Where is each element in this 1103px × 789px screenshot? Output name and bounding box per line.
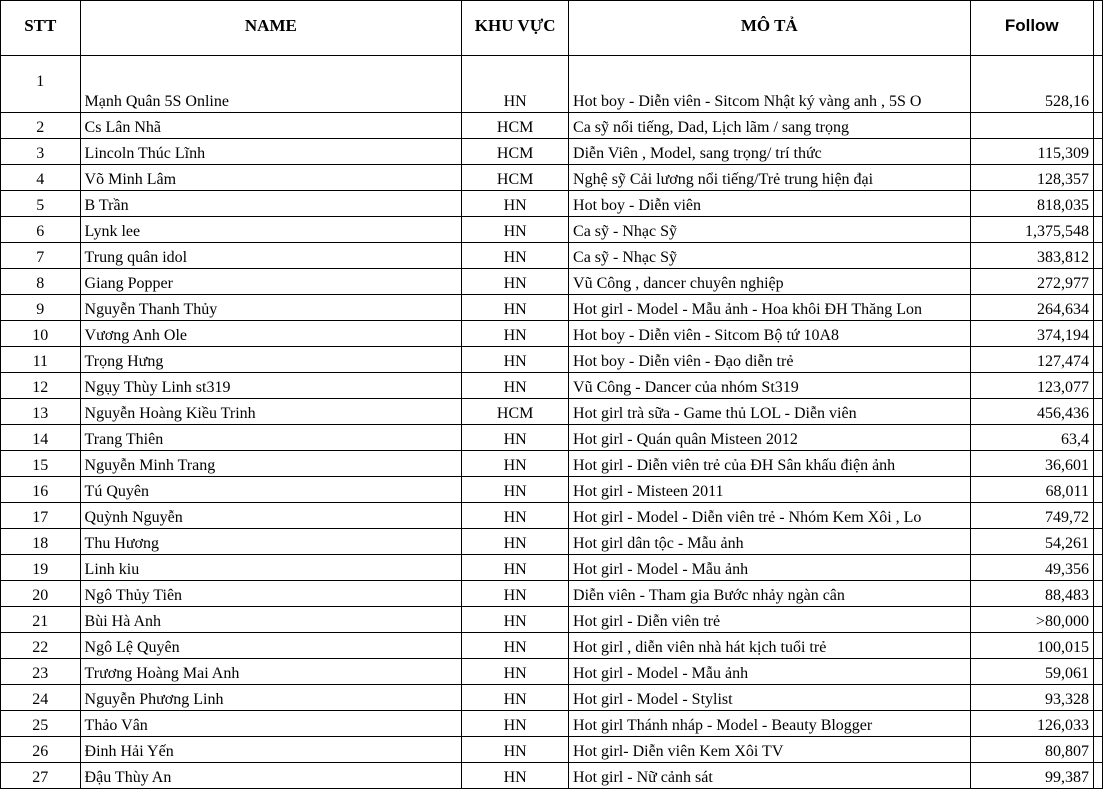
stt-cell[interactable]: 18 [1,529,81,555]
stt-cell[interactable]: 8 [1,269,81,295]
follow-cell[interactable]: 128,357 [970,165,1093,191]
description-cell[interactable]: Hot girl - Diễn viên trẻ [569,607,971,633]
stt-cell[interactable]: 16 [1,477,81,503]
name-cell[interactable]: B Trần [80,191,462,217]
name-cell[interactable]: Nguyễn Minh Trang [80,451,462,477]
stt-cell[interactable]: 2 [1,113,81,139]
name-cell[interactable]: Trọng Hưng [80,347,462,373]
name-cell[interactable]: Ngô Lệ Quyên [80,633,462,659]
table-row [1,737,1103,763]
name-cell[interactable]: Ngụy Thùy Linh st319 [80,373,462,399]
description-cell[interactable]: Vũ Công , dancer chuyên nghiệp [569,269,971,295]
name-cell[interactable]: Quỳnh Nguyễn [80,503,462,529]
region-cell[interactable]: HCM [462,139,569,165]
region-cell[interactable]: HN [462,321,569,347]
name-cell[interactable]: Trang Thiên [80,425,462,451]
region-cell[interactable]: HN [462,425,569,451]
name-cell[interactable]: Ngô Thủy Tiên [80,581,462,607]
follow-cell[interactable]: 99,387 [970,763,1093,789]
region-cell[interactable]: HN [462,295,569,321]
region-cell[interactable]: HCM [462,399,569,425]
follow-cell[interactable]: 54,261 [970,529,1093,555]
spare-cell[interactable] [1093,503,1102,529]
region-cell[interactable]: HN [462,685,569,711]
follow-cell[interactable]: 264,634 [970,295,1093,321]
stt-cell[interactable]: 23 [1,659,81,685]
description-cell[interactable]: Nghệ sỹ Cải lương nổi tiếng/Trẻ trung hiện đại [569,165,971,191]
table-row [1,217,1103,243]
name-cell[interactable]: Đậu Thùy An [80,763,462,789]
follow-cell[interactable]: >80,000 [970,607,1093,633]
spare-cell[interactable] [1093,451,1102,477]
spare-cell[interactable] [1093,295,1102,321]
table-row [1,503,1103,529]
table-row [1,529,1103,555]
header-stt[interactable]: STT [1,1,81,56]
follow-cell[interactable]: 88,483 [970,581,1093,607]
follow-cell[interactable]: 59,061 [970,659,1093,685]
follow-cell[interactable]: 100,015 [970,633,1093,659]
description-cell[interactable]: Hot girl trà sữa - Game thủ LOL - Diễn viên [569,399,971,425]
description-cell[interactable]: Hot girl - Diễn viên trẻ của ĐH Sân khấu điện ảnh [569,451,971,477]
spare-cell[interactable] [1093,373,1102,399]
follow-cell[interactable]: 93,328 [970,685,1093,711]
table-row [1,425,1103,451]
spare-cell[interactable] [1093,243,1102,269]
stt-cell[interactable]: 5 [1,191,81,217]
region-cell[interactable]: HN [462,529,569,555]
description-cell[interactable]: Hot boy - Diễn viên - Sitcom Nhật ký vàng anh , 5S O [569,56,971,113]
spare-cell[interactable] [1093,56,1102,113]
table-row [1,243,1103,269]
description-cell[interactable]: Hot girl - Quán quân Misteen 2012 [569,425,971,451]
spare-cell[interactable] [1093,737,1102,763]
follow-cell[interactable]: 123,077 [970,373,1093,399]
spare-cell[interactable] [1093,659,1102,685]
stt-cell[interactable]: 24 [1,685,81,711]
stt-cell[interactable]: 22 [1,633,81,659]
follow-cell[interactable]: 80,807 [970,737,1093,763]
description-cell[interactable]: Hot girl , diễn viên nhà hát kịch tuổi trẻ [569,633,971,659]
spare-cell[interactable] [1093,529,1102,555]
stt-cell[interactable]: 11 [1,347,81,373]
spare-cell[interactable] [1093,347,1102,373]
description-cell[interactable]: Hot boy - Diễn viên [569,191,971,217]
stt-cell[interactable]: 17 [1,503,81,529]
region-cell[interactable]: HN [462,711,569,737]
name-cell[interactable]: Vương Anh Ole [80,321,462,347]
follow-cell[interactable]: 272,977 [970,269,1093,295]
description-cell[interactable]: Hot girl Thánh nháp - Model - Beauty Blogger [569,711,971,737]
name-cell[interactable]: Lynk lee [80,217,462,243]
spare-cell[interactable] [1093,399,1102,425]
region-cell[interactable]: HN [462,56,569,113]
description-cell[interactable]: Hot girl - Misteen 2011 [569,477,971,503]
description-cell[interactable]: Hot girl- Diễn viên Kem Xôi TV [569,737,971,763]
table-row [1,139,1103,165]
table-row [1,191,1103,217]
stt-cell[interactable]: 10 [1,321,81,347]
region-cell[interactable]: HN [462,555,569,581]
description-cell[interactable]: Vũ Công - Dancer của nhóm St319 [569,373,971,399]
name-cell[interactable]: Lincoln Thúc Lĩnh [80,139,462,165]
region-cell[interactable]: HN [462,633,569,659]
region-cell[interactable]: HN [462,607,569,633]
table-row [1,56,1103,113]
stt-cell[interactable]: 13 [1,399,81,425]
table-row [1,685,1103,711]
stt-cell[interactable]: 27 [1,763,81,789]
table-row [1,607,1103,633]
name-cell[interactable]: Trương Hoàng Mai Anh [80,659,462,685]
region-cell[interactable]: HN [462,763,569,789]
description-cell[interactable]: Diễn Viên , Model, sang trọng/ trí thức [569,139,971,165]
table-row [1,711,1103,737]
table-row [1,633,1103,659]
stt-cell[interactable]: 14 [1,425,81,451]
description-cell[interactable]: Hot girl - Model - Mẫu ảnh - Hoa khôi ĐH Thăng Lon [569,295,971,321]
name-cell[interactable]: Trung quân idol [80,243,462,269]
spare-cell[interactable] [1093,425,1102,451]
header-row [1,1,1103,56]
follow-cell[interactable]: 127,474 [970,347,1093,373]
stt-cell[interactable]: 20 [1,581,81,607]
description-cell[interactable]: Hot girl dân tộc - Mẫu ảnh [569,529,971,555]
name-cell[interactable]: Thu Hương [80,529,462,555]
description-cell[interactable]: Hot boy - Diễn viên - Sitcom Bộ tứ 10A8 [569,321,971,347]
stt-cell[interactable]: 12 [1,373,81,399]
follow-cell[interactable]: 1,375,548 [970,217,1093,243]
follow-cell[interactable]: 115,309 [970,139,1093,165]
name-cell[interactable]: Linh kiu [80,555,462,581]
spare-cell[interactable] [1093,685,1102,711]
spare-cell[interactable] [1093,477,1102,503]
region-cell[interactable]: HN [462,243,569,269]
description-cell[interactable]: Hot girl - Model - Mẫu ảnh [569,659,971,685]
follow-cell[interactable]: 749,72 [970,503,1093,529]
spare-cell[interactable] [1093,555,1102,581]
stt-cell[interactable]: 26 [1,737,81,763]
region-cell[interactable]: HN [462,737,569,763]
name-cell[interactable]: Mạnh Quân 5S Online [80,56,462,113]
table-row [1,295,1103,321]
spare-cell[interactable] [1093,581,1102,607]
spare-cell[interactable] [1093,217,1102,243]
region-cell[interactable]: HN [462,191,569,217]
description-cell[interactable]: Diễn viên - Tham gia Bước nhảy ngàn cân [569,581,971,607]
follow-cell[interactable]: 383,812 [970,243,1093,269]
name-cell[interactable]: Nguyễn Phương Linh [80,685,462,711]
stt-cell[interactable]: 15 [1,451,81,477]
region-cell[interactable]: HN [462,451,569,477]
table-row [1,269,1103,295]
table-row [1,399,1103,425]
follow-cell[interactable]: 126,033 [970,711,1093,737]
stt-cell[interactable]: 4 [1,165,81,191]
table-row [1,373,1103,399]
stt-cell[interactable]: 25 [1,711,81,737]
stt-cell[interactable]: 3 [1,139,81,165]
region-cell[interactable]: HN [462,503,569,529]
name-cell[interactable]: Cs Lân Nhã [80,113,462,139]
spare-cell[interactable] [1093,191,1102,217]
spare-cell[interactable] [1093,711,1102,737]
spare-cell[interactable] [1093,269,1102,295]
region-cell[interactable]: HN [462,373,569,399]
name-cell[interactable]: Tú Quyên [80,477,462,503]
follow-cell[interactable]: 63,4 [970,425,1093,451]
stt-cell[interactable]: 21 [1,607,81,633]
name-cell[interactable]: Bùi Hà Anh [80,607,462,633]
spare-cell[interactable] [1093,113,1102,139]
region-cell[interactable]: HCM [462,165,569,191]
header-description[interactable]: MÔ TẢ [569,1,971,56]
follow-cell[interactable]: 456,436 [970,399,1093,425]
description-cell[interactable]: Hot girl - Nữ cảnh sát [569,763,971,789]
name-cell[interactable]: Nguyễn Hoàng Kiều Trinh [80,399,462,425]
stt-cell[interactable]: 7 [1,243,81,269]
follow-cell[interactable]: 374,194 [970,321,1093,347]
follow-cell[interactable]: 818,035 [970,191,1093,217]
spare-cell[interactable] [1093,607,1102,633]
spare-cell[interactable] [1093,633,1102,659]
description-cell[interactable]: Ca sỹ nổi tiếng, Dad, Lịch lãm / sang trọng [569,113,971,139]
stt-cell[interactable]: 19 [1,555,81,581]
region-cell[interactable]: HN [462,477,569,503]
description-cell[interactable]: Ca sỹ - Nhạc Sỹ [569,217,971,243]
region-cell[interactable]: HN [462,347,569,373]
region-cell[interactable]: HN [462,581,569,607]
follow-cell[interactable]: 36,601 [970,451,1093,477]
follow-cell[interactable]: 49,356 [970,555,1093,581]
stt-cell[interactable]: 1 [1,56,81,113]
description-cell[interactable]: Hot girl - Model - Stylist [569,685,971,711]
description-cell[interactable]: Hot girl - Model - Diễn viên trẻ - Nhóm Kem Xôi , Lo [569,503,971,529]
description-cell[interactable]: Hot girl - Model - Mẫu ảnh [569,555,971,581]
follow-cell[interactable]: 68,011 [970,477,1093,503]
table-row [1,321,1103,347]
follow-cell[interactable]: 528,16 [970,56,1093,113]
header-name[interactable]: NAME [80,1,462,56]
header-region[interactable]: KHU VỰC [462,1,569,56]
header-spare-cell[interactable] [1093,1,1102,56]
header-follow[interactable]: Follow [970,1,1093,56]
table-row [1,581,1103,607]
region-cell[interactable]: HN [462,659,569,685]
table-row [1,451,1103,477]
spare-cell[interactable] [1093,139,1102,165]
name-cell[interactable]: Thảo Vân [80,711,462,737]
name-cell[interactable]: Nguyễn Thanh Thủy [80,295,462,321]
region-cell[interactable]: HCM [462,113,569,139]
name-cell[interactable]: Đinh Hải Yến [80,737,462,763]
table-row [1,347,1103,373]
table-row [1,113,1103,139]
region-cell[interactable]: HN [462,269,569,295]
spare-cell[interactable] [1093,165,1102,191]
follow-cell[interactable] [970,113,1093,139]
description-cell[interactable]: Ca sỹ - Nhạc Sỹ [569,243,971,269]
table-row [1,555,1103,581]
spare-cell[interactable] [1093,321,1102,347]
region-cell[interactable]: HN [462,217,569,243]
table-row [1,659,1103,685]
description-cell[interactable]: Hot boy - Diễn viên - Đạo diễn trẻ [569,347,971,373]
name-cell[interactable]: Giang Popper [80,269,462,295]
name-cell[interactable]: Võ Minh Lâm [80,165,462,191]
stt-cell[interactable]: 6 [1,217,81,243]
table-row [1,165,1103,191]
table-row [1,477,1103,503]
stt-cell[interactable]: 9 [1,295,81,321]
